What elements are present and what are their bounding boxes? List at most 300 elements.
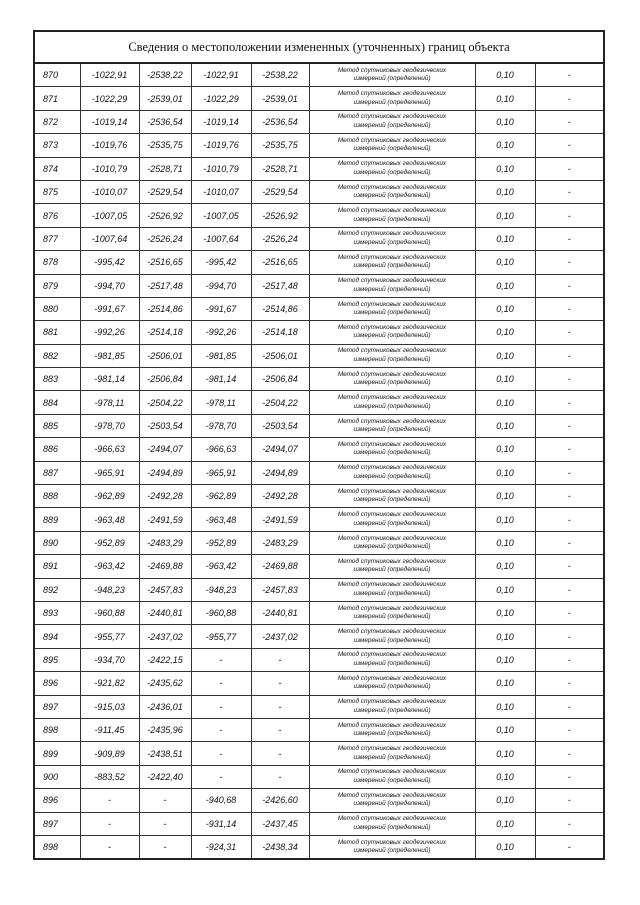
method-cell [309, 765, 475, 788]
point-number-cell: 888 [34, 485, 80, 508]
point-number-cell: 891 [34, 555, 80, 578]
refined-x-cell: -965,91 [191, 461, 251, 484]
refined-y-cell: - [251, 742, 309, 765]
refined-y-cell: -2438,34 [251, 835, 309, 859]
accuracy-cell: 0,10 [475, 391, 535, 414]
refined-x-cell: - [191, 695, 251, 718]
accuracy-cell: 0,10 [475, 812, 535, 835]
table-body [34, 63, 604, 859]
table-row [34, 134, 604, 157]
method-text-line: Метод спутниковых геодезических [337, 183, 447, 191]
point-number-cell: 889 [34, 508, 80, 531]
existing-y-cell: -2437,02 [139, 625, 191, 648]
accuracy-cell: 0,10 [475, 438, 535, 461]
refined-x-cell: - [191, 672, 251, 695]
refined-y-cell: - [251, 695, 309, 718]
note-cell: - [535, 461, 604, 484]
refined-x-cell: -952,89 [191, 531, 251, 554]
table-row [34, 321, 604, 344]
table-row [34, 297, 604, 320]
method-text-line: Метод спутниковых геодезических [337, 90, 447, 98]
method-cell [309, 227, 475, 250]
method-text-line: Метод спутниковых геодезических [337, 721, 447, 729]
method-cell [309, 344, 475, 367]
method-cell [309, 718, 475, 741]
existing-x-cell: -955,77 [80, 625, 139, 648]
method-text-line: Метод спутниковых геодезических [337, 698, 447, 706]
note-cell: - [535, 297, 604, 320]
method-text-line: измерений (определений) [353, 543, 431, 550]
point-number-cell: 880 [34, 297, 80, 320]
method-text-line: измерений (определений) [353, 613, 431, 621]
method-text-line: Метод спутниковых геодезических [337, 581, 447, 589]
existing-y-cell: -2514,18 [139, 321, 191, 344]
existing-x-cell: -978,70 [80, 414, 139, 437]
method-text-line: измерений (определений) [353, 589, 431, 597]
method-text-line: измерений (определений) [353, 472, 431, 480]
existing-x-cell: -1019,76 [80, 134, 139, 157]
existing-x-cell: -1007,64 [80, 227, 139, 250]
existing-x-cell: -962,89 [80, 485, 139, 508]
existing-x-cell: -1019,14 [80, 110, 139, 133]
refined-y-cell: -2526,24 [251, 227, 309, 250]
table-row [34, 765, 604, 788]
note-cell: - [535, 180, 604, 203]
existing-y-cell: -2492,28 [139, 485, 191, 508]
accuracy-cell: 0,10 [475, 87, 535, 110]
refined-y-cell: -2516,65 [251, 251, 309, 274]
method-cell [309, 87, 475, 110]
accuracy-cell: 0,10 [475, 789, 535, 812]
existing-x-cell: - [80, 789, 139, 812]
accuracy-cell: 0,10 [475, 180, 535, 203]
point-number-cell: 899 [34, 742, 80, 765]
existing-x-cell: -921,82 [80, 672, 139, 695]
existing-x-cell: -909,89 [80, 742, 139, 765]
existing-x-cell: -1022,29 [80, 87, 139, 110]
method-text-line: измерений (определений) [353, 285, 431, 293]
refined-x-cell: -994,70 [191, 274, 251, 297]
method-cell [309, 391, 475, 414]
note-cell: - [535, 274, 604, 297]
point-number-cell: 894 [34, 625, 80, 648]
accuracy-cell: 0,10 [475, 274, 535, 297]
accuracy-cell: 0,10 [475, 648, 535, 671]
method-text-line: измерений (определений) [353, 823, 431, 831]
note-cell: - [535, 251, 604, 274]
existing-y-cell: -2526,24 [139, 227, 191, 250]
refined-x-cell: -992,26 [191, 321, 251, 344]
method-text-line: измерений (определений) [353, 566, 431, 574]
note-cell: - [535, 485, 604, 508]
existing-y-cell: -2504,22 [139, 391, 191, 414]
refined-x-cell: -962,89 [191, 485, 251, 508]
accuracy-cell: 0,10 [475, 368, 535, 391]
method-text-line: измерений (определений) [353, 121, 431, 129]
existing-x-cell: -1010,79 [80, 157, 139, 180]
accuracy-cell: 0,10 [475, 718, 535, 741]
refined-x-cell: -963,48 [191, 508, 251, 531]
table-row [34, 578, 604, 601]
method-text-line: Метод спутниковых геодезических [337, 300, 447, 308]
existing-y-cell: -2469,88 [139, 555, 191, 578]
refined-y-cell: -2504,22 [251, 391, 309, 414]
method-cell [309, 180, 475, 203]
refined-x-cell: -966,63 [191, 438, 251, 461]
refined-x-cell: -1019,76 [191, 134, 251, 157]
table-row [34, 601, 604, 624]
existing-y-cell: -2516,65 [139, 251, 191, 274]
point-number-cell: 876 [34, 204, 80, 227]
existing-y-cell: -2491,59 [139, 508, 191, 531]
method-text-line: Метод спутниковых геодезических [337, 253, 447, 261]
accuracy-cell: 0,10 [475, 578, 535, 601]
refined-x-cell: - [191, 742, 251, 765]
existing-x-cell: -963,48 [80, 508, 139, 531]
refined-x-cell: -978,11 [191, 391, 251, 414]
table-row [34, 63, 604, 87]
refined-x-cell: -991,67 [191, 297, 251, 320]
accuracy-cell: 0,10 [475, 601, 535, 624]
table-row [34, 648, 604, 671]
point-number-cell: 873 [34, 134, 80, 157]
method-text-line: Метод спутниковых геодезических [337, 651, 447, 659]
table-row [34, 251, 604, 274]
refined-y-cell: -2440,81 [251, 601, 309, 624]
method-text-line: Метод спутниковых геодезических [337, 207, 447, 215]
refined-x-cell: - [191, 648, 251, 671]
existing-y-cell: -2440,81 [139, 601, 191, 624]
method-text-line: измерений (определений) [353, 192, 431, 200]
table-row [34, 812, 604, 835]
accuracy-cell: 0,10 [475, 157, 535, 180]
refined-x-cell: -1010,07 [191, 180, 251, 203]
accuracy-cell: 0,10 [475, 672, 535, 695]
method-text-line: Метод спутниковых геодезических [337, 464, 447, 472]
method-text-line: Метод спутниковых геодезических [337, 113, 447, 121]
point-number-cell: 893 [34, 601, 80, 624]
method-cell [309, 414, 475, 437]
existing-x-cell: -934,70 [80, 648, 139, 671]
accuracy-cell: 0,10 [475, 765, 535, 788]
note-cell: - [535, 578, 604, 601]
existing-y-cell: -2539,01 [139, 87, 191, 110]
point-number-cell: 881 [34, 321, 80, 344]
refined-x-cell: -1007,05 [191, 204, 251, 227]
refined-y-cell: -2483,29 [251, 531, 309, 554]
refined-y-cell: -2457,83 [251, 578, 309, 601]
method-cell [309, 274, 475, 297]
point-number-cell: 896 [34, 672, 80, 695]
table-row [34, 391, 604, 414]
method-text-line: Метод спутниковых геодезических [337, 66, 447, 74]
method-text-line: измерений (определений) [353, 355, 431, 363]
point-number-cell: 898 [34, 835, 80, 859]
table-row [34, 87, 604, 110]
method-text-line: Метод спутниковых геодезических [337, 534, 447, 542]
method-cell [309, 531, 475, 554]
method-text-line: измерений (определений) [353, 753, 431, 761]
note-cell: - [535, 438, 604, 461]
existing-x-cell: -883,52 [80, 765, 139, 788]
note-cell: - [535, 765, 604, 788]
note-cell: - [535, 63, 604, 87]
note-cell: - [535, 812, 604, 835]
accuracy-cell: 0,10 [475, 695, 535, 718]
point-number-cell: 871 [34, 87, 80, 110]
existing-x-cell: -963,42 [80, 555, 139, 578]
point-number-cell: 870 [34, 63, 80, 87]
table-row [34, 531, 604, 554]
refined-x-cell: -1010,79 [191, 157, 251, 180]
note-cell: - [535, 508, 604, 531]
method-text-line: Метод спутниковых геодезических [337, 674, 447, 682]
method-text-line: измерений (определений) [353, 238, 431, 246]
method-cell [309, 134, 475, 157]
refined-x-cell: -940,68 [191, 789, 251, 812]
point-number-cell: 875 [34, 180, 80, 203]
existing-x-cell: - [80, 812, 139, 835]
point-number-cell: 882 [34, 344, 80, 367]
existing-x-cell: -994,70 [80, 274, 139, 297]
point-number-cell: 872 [34, 110, 80, 133]
table-row [34, 414, 604, 437]
method-text-line: Метод спутниковых геодезических [337, 557, 447, 565]
method-cell [309, 625, 475, 648]
existing-y-cell: -2536,54 [139, 110, 191, 133]
table-row [34, 835, 604, 859]
method-text-line: Метод спутниковых геодезических [337, 323, 447, 331]
table-row [34, 110, 604, 133]
method-cell [309, 672, 475, 695]
method-cell [309, 812, 475, 835]
refined-x-cell: -1022,29 [191, 87, 251, 110]
point-number-cell: 898 [34, 718, 80, 741]
method-text-line: измерений (определений) [353, 332, 431, 340]
point-number-cell: 883 [34, 368, 80, 391]
point-number-cell: 900 [34, 765, 80, 788]
note-cell: - [535, 157, 604, 180]
method-text-line: Метод спутниковых геодезических [337, 511, 447, 519]
method-text-line: измерений (определений) [353, 706, 431, 714]
method-text-line: Метод спутниковых геодезических [337, 370, 447, 378]
method-text-line: измерений (определений) [353, 449, 431, 457]
accuracy-cell: 0,10 [475, 251, 535, 274]
refined-x-cell: - [191, 718, 251, 741]
existing-x-cell: -1007,05 [80, 204, 139, 227]
existing-x-cell: -992,26 [80, 321, 139, 344]
existing-y-cell: -2506,01 [139, 344, 191, 367]
table-row [34, 438, 604, 461]
note-cell: - [535, 368, 604, 391]
existing-y-cell: -2457,83 [139, 578, 191, 601]
note-cell: - [535, 742, 604, 765]
note-cell: - [535, 672, 604, 695]
note-cell: - [535, 87, 604, 110]
existing-y-cell: -2503,54 [139, 414, 191, 437]
note-cell: - [535, 227, 604, 250]
note-cell: - [535, 695, 604, 718]
point-number-cell: 890 [34, 531, 80, 554]
method-cell [309, 438, 475, 461]
point-number-cell: 886 [34, 438, 80, 461]
refined-x-cell: -960,88 [191, 601, 251, 624]
method-cell [309, 742, 475, 765]
document-sheet [33, 30, 603, 860]
refined-y-cell: -2514,86 [251, 297, 309, 320]
table-row [34, 742, 604, 765]
refined-y-cell: -2426,60 [251, 789, 309, 812]
refined-x-cell: -978,70 [191, 414, 251, 437]
method-text-line: Метод спутниковых геодезических [337, 628, 447, 636]
accuracy-cell: 0,10 [475, 485, 535, 508]
refined-x-cell: -981,85 [191, 344, 251, 367]
existing-y-cell: -2438,51 [139, 742, 191, 765]
refined-x-cell: -948,23 [191, 578, 251, 601]
note-cell: - [535, 110, 604, 133]
method-cell [309, 555, 475, 578]
method-text-line: измерений (определений) [353, 847, 431, 855]
existing-y-cell: -2435,62 [139, 672, 191, 695]
refined-y-cell: - [251, 648, 309, 671]
method-cell [309, 695, 475, 718]
refined-y-cell: -2503,54 [251, 414, 309, 437]
table-row [34, 718, 604, 741]
table-row [34, 485, 604, 508]
existing-x-cell: - [80, 835, 139, 859]
refined-y-cell: - [251, 718, 309, 741]
note-cell: - [535, 648, 604, 671]
table-row [34, 508, 604, 531]
existing-x-cell: -981,85 [80, 344, 139, 367]
method-cell [309, 157, 475, 180]
method-text-line: измерений (определений) [353, 519, 431, 527]
method-text-line: измерений (определений) [353, 659, 431, 667]
method-text-line: измерений (определений) [353, 636, 431, 644]
table-row [34, 344, 604, 367]
refined-x-cell: -1019,14 [191, 110, 251, 133]
method-cell [309, 204, 475, 227]
refined-x-cell: -931,14 [191, 812, 251, 835]
method-text-line: измерений (определений) [353, 215, 431, 223]
existing-y-cell: - [139, 789, 191, 812]
table-row [34, 625, 604, 648]
method-text-line: Метод спутниковых геодезических [337, 277, 447, 285]
table-title: Сведения о местоположении измененных (уточненных) границ объекта [34, 31, 604, 63]
existing-x-cell: -978,11 [80, 391, 139, 414]
accuracy-cell: 0,10 [475, 531, 535, 554]
existing-x-cell: -965,91 [80, 461, 139, 484]
accuracy-cell: 0,10 [475, 321, 535, 344]
existing-y-cell: -2517,48 [139, 274, 191, 297]
point-number-cell: 885 [34, 414, 80, 437]
note-cell: - [535, 391, 604, 414]
note-cell: - [535, 601, 604, 624]
existing-y-cell: -2514,86 [139, 297, 191, 320]
accuracy-cell: 0,10 [475, 63, 535, 87]
refined-y-cell: -2437,02 [251, 625, 309, 648]
accuracy-cell: 0,10 [475, 297, 535, 320]
existing-x-cell: -1022,91 [80, 63, 139, 87]
method-text-line: Метод спутниковых геодезических [337, 160, 447, 168]
method-cell [309, 110, 475, 133]
table-row [34, 672, 604, 695]
accuracy-cell: 0,10 [475, 508, 535, 531]
table-row [34, 368, 604, 391]
table-row [34, 789, 604, 812]
existing-y-cell: -2422,40 [139, 765, 191, 788]
existing-x-cell: -960,88 [80, 601, 139, 624]
refined-y-cell: -2517,48 [251, 274, 309, 297]
method-text-line: Метод спутниковых геодезических [337, 487, 447, 495]
method-cell [309, 321, 475, 344]
method-text-line: Метод спутниковых геодезических [337, 347, 447, 355]
point-number-cell: 897 [34, 812, 80, 835]
existing-y-cell: -2494,89 [139, 461, 191, 484]
existing-x-cell: -952,89 [80, 531, 139, 554]
method-cell [309, 63, 475, 87]
table-row [34, 180, 604, 203]
table-row [34, 274, 604, 297]
accuracy-cell: 0,10 [475, 344, 535, 367]
refined-y-cell: -2529,54 [251, 180, 309, 203]
accuracy-cell: 0,10 [475, 227, 535, 250]
accuracy-cell: 0,10 [475, 742, 535, 765]
method-text-line: Метод спутниковых геодезических [337, 604, 447, 612]
refined-y-cell: -2494,89 [251, 461, 309, 484]
method-text-line: измерений (определений) [353, 426, 431, 434]
existing-y-cell: -2422,15 [139, 648, 191, 671]
method-cell [309, 485, 475, 508]
point-number-cell: 878 [34, 251, 80, 274]
existing-y-cell: -2435,96 [139, 718, 191, 741]
existing-y-cell: -2494,07 [139, 438, 191, 461]
accuracy-cell: 0,10 [475, 555, 535, 578]
existing-y-cell: - [139, 835, 191, 859]
existing-x-cell: -981,14 [80, 368, 139, 391]
table-row [34, 227, 604, 250]
note-cell: - [535, 414, 604, 437]
existing-x-cell: -1010,07 [80, 180, 139, 203]
refined-y-cell: -2526,92 [251, 204, 309, 227]
existing-y-cell: -2483,29 [139, 531, 191, 554]
refined-y-cell: - [251, 672, 309, 695]
method-text-line: измерений (определений) [353, 776, 431, 784]
table-row [34, 157, 604, 180]
method-text-line: измерений (определений) [353, 75, 431, 83]
existing-y-cell: -2436,01 [139, 695, 191, 718]
note-cell: - [535, 718, 604, 741]
refined-x-cell: -1022,91 [191, 63, 251, 87]
note-cell: - [535, 531, 604, 554]
refined-y-cell: -2491,59 [251, 508, 309, 531]
refined-x-cell: -1007,64 [191, 227, 251, 250]
method-cell [309, 297, 475, 320]
boundary-coordinates-table [33, 30, 605, 860]
refined-y-cell: -2538,22 [251, 63, 309, 87]
existing-x-cell: -915,03 [80, 695, 139, 718]
refined-y-cell: - [251, 765, 309, 788]
accuracy-cell: 0,10 [475, 625, 535, 648]
method-text-line: измерений (определений) [353, 683, 431, 691]
method-cell [309, 578, 475, 601]
accuracy-cell: 0,10 [475, 204, 535, 227]
method-cell [309, 251, 475, 274]
method-cell [309, 648, 475, 671]
point-number-cell: 879 [34, 274, 80, 297]
existing-y-cell: -2528,71 [139, 157, 191, 180]
refined-x-cell: -981,14 [191, 368, 251, 391]
